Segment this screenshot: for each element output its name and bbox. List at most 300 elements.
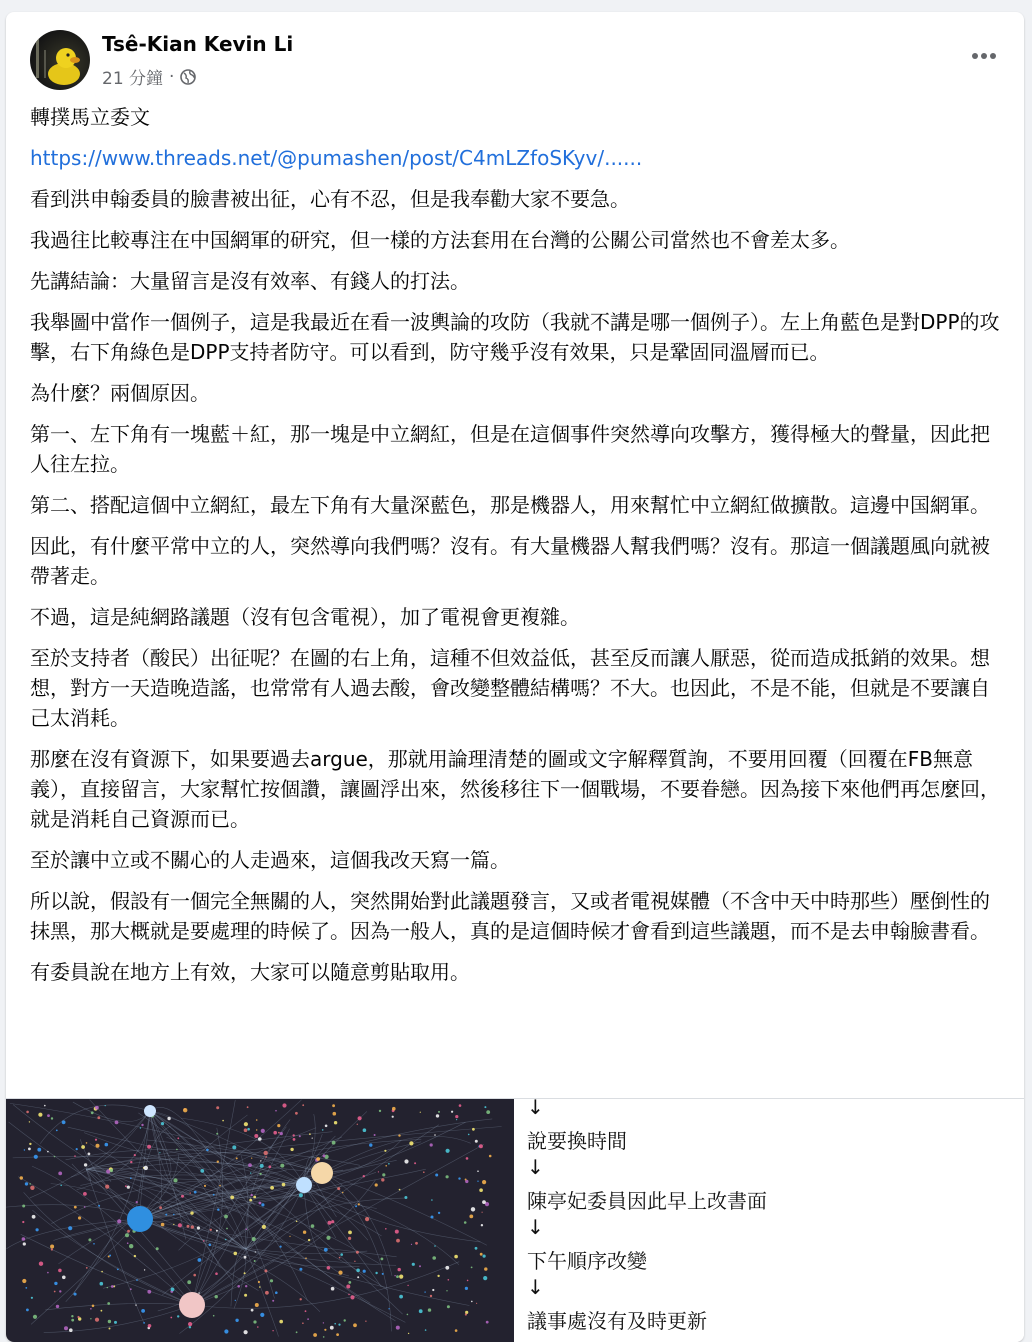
network-node [399, 1189, 401, 1191]
network-node [260, 1164, 264, 1168]
network-node [454, 1255, 458, 1259]
network-node [191, 1225, 194, 1228]
network-node [111, 1285, 114, 1288]
network-node [247, 1128, 250, 1131]
network-node [378, 1171, 379, 1172]
network-node [130, 1161, 132, 1163]
network-node [296, 1221, 298, 1223]
network-node [106, 1169, 110, 1173]
network-node [188, 1322, 192, 1326]
network-node [277, 1124, 280, 1127]
network-node [299, 1193, 303, 1197]
author-avatar[interactable] [30, 30, 90, 90]
network-node [482, 1180, 486, 1184]
network-node [253, 1320, 256, 1323]
network-node [68, 1226, 72, 1230]
network-node [464, 1221, 467, 1224]
network-node [171, 1288, 175, 1292]
network-node [125, 1233, 129, 1237]
network-node [481, 1224, 483, 1226]
network-node [51, 1117, 53, 1119]
network-node [253, 1196, 256, 1199]
network-node [472, 1128, 475, 1131]
network-node [143, 1322, 145, 1324]
network-node [327, 1266, 331, 1270]
down-arrow-icon: ↓ [527, 1215, 544, 1239]
network-node [236, 1157, 238, 1159]
post-card [6, 12, 1024, 1342]
network-node [148, 1324, 152, 1328]
network-node [385, 1228, 387, 1230]
post-paragraph: 那麼在沒有資源下，如果要過去argue，那就用論理清楚的圖或文字解釋質詢，不要用回覆（回覆在FB無意義），直接留言，大家幫忙按個讚，讓圖浮出來，然後移往下一個戰場，不要眷戀。因為接下來他們再怎麼回，就是消耗自己資源而已。 [30, 747, 1000, 831]
network-node [71, 1315, 73, 1317]
network-node [338, 1324, 340, 1326]
network-node [259, 1173, 261, 1175]
network-node [140, 1127, 141, 1128]
network-node [328, 1221, 332, 1225]
network-node [105, 1185, 109, 1189]
network-node [22, 1279, 26, 1283]
network-node [458, 1177, 460, 1179]
network-node [47, 1151, 49, 1153]
network-node [428, 1308, 431, 1311]
post-media [6, 1095, 1024, 1342]
network-node [58, 1269, 62, 1273]
network-node [23, 1242, 26, 1245]
network-node [30, 1186, 34, 1190]
network-node [396, 1326, 400, 1330]
network-node [431, 1216, 434, 1219]
network-node [136, 1201, 138, 1203]
network-node [468, 1134, 470, 1136]
network-node [420, 1112, 421, 1113]
network-node [363, 1128, 367, 1132]
network-node [419, 1309, 423, 1313]
network-node [434, 1245, 436, 1247]
network-node [135, 1304, 136, 1305]
network-node [22, 1205, 25, 1208]
network-node [326, 1236, 330, 1240]
network-node [469, 1215, 473, 1219]
meta-separator: · [169, 66, 175, 87]
network-graph-image[interactable] [6, 1099, 514, 1342]
network-node [29, 1143, 31, 1145]
network-node [324, 1329, 326, 1331]
network-node [114, 1321, 117, 1324]
network-node [479, 1188, 483, 1192]
network-node [264, 1269, 267, 1272]
network-node [265, 1156, 267, 1158]
post-paragraph: 至於支持者（酸民）出征呢？在圖的右上角，這種不但效益低，甚至反而讓人厭惡，從而造成抵銷的效果。想想，對方一天造晚造謠，也常常有人過去酸，會改變整體結構嗎？不大。也因此，不是不能，但就是不要讓自己太消耗。 [30, 646, 990, 730]
network-node [22, 1221, 24, 1223]
network-node [272, 1300, 274, 1302]
network-node [388, 1308, 389, 1309]
network-node [127, 1206, 153, 1232]
network-node [117, 1219, 121, 1223]
timeline-line: 說要換時間 [527, 1129, 627, 1153]
network-node [96, 1144, 100, 1148]
network-node [407, 1314, 409, 1316]
network-node [475, 1247, 478, 1250]
post-paragraph: 先講結論：大量留言是沒有效率、有錢人的打法。 [30, 269, 470, 293]
network-node [105, 1143, 109, 1147]
network-node [348, 1237, 351, 1240]
network-node [165, 1214, 167, 1216]
network-node [425, 1329, 427, 1331]
network-node [398, 1268, 401, 1271]
network-node [215, 1295, 218, 1298]
network-node [332, 1141, 336, 1145]
network-node [58, 1172, 62, 1176]
network-node [331, 1220, 334, 1223]
network-node [144, 1166, 148, 1170]
network-node [432, 1289, 434, 1291]
network-node [484, 1267, 487, 1270]
network-node [74, 1293, 77, 1296]
network-node [230, 1196, 234, 1200]
network-node [264, 1151, 268, 1155]
post-paragraph: 我舉圖中當作一個例子，這是我最近在看一波輿論的攻防（我就不講是哪一個例子）。左上角藍色是對DPP的攻擊，右下角綠色是DPP支持者防守。可以看到，防守幾乎沒有效果，只是鞏固同溫層而已。 [30, 310, 1000, 364]
timeline-line: 陳亭妃委員因此早上改書面 [527, 1189, 767, 1213]
network-node [144, 1105, 156, 1117]
network-node [260, 1160, 261, 1161]
network-graph-drawing [6, 1099, 514, 1342]
post-time[interactable]: 21 分鐘 [102, 69, 164, 89]
network-node [190, 1211, 193, 1214]
network-node [251, 1309, 254, 1312]
network-node [330, 1326, 334, 1330]
network-node [244, 1256, 247, 1259]
network-node [187, 1280, 191, 1284]
network-node [446, 1175, 449, 1178]
network-node [424, 1291, 425, 1292]
network-node [20, 1176, 23, 1179]
network-node [107, 1302, 110, 1305]
network-node [293, 1138, 296, 1141]
network-node [375, 1183, 378, 1186]
network-node [268, 1165, 271, 1168]
network-node [88, 1238, 91, 1241]
network-node [451, 1111, 453, 1113]
network-node [430, 1143, 433, 1146]
network-node [176, 1149, 178, 1151]
network-node [302, 1322, 304, 1324]
network-node [489, 1155, 492, 1158]
post-paragraph: 所以說，假設有一個完全無關的人，突然開始對此議題發言，又或者電視媒體（不含中天中時那些）壓倒性的抹黑，那大概就是要處理的時候了。因為一般人，真的是這個時候才會看到這些議題，而不是去申翰臉書看。 [30, 889, 990, 943]
network-node [446, 1149, 450, 1153]
network-node [300, 1298, 302, 1300]
network-node [24, 1149, 25, 1150]
post-link[interactable]: https://www.threads.net/@pumashen/post/C4mLZfoSKyv/...... [30, 146, 643, 170]
network-node [86, 1267, 88, 1269]
globe-icon[interactable] [180, 69, 196, 85]
network-node [224, 1215, 228, 1219]
network-node [224, 1329, 228, 1333]
network-node [90, 1308, 92, 1310]
network-node [92, 1305, 95, 1308]
network-node [95, 1139, 97, 1141]
author-name[interactable]: Tsê-Kian Kevin Li [102, 32, 294, 56]
network-node [246, 1228, 248, 1230]
network-node [299, 1268, 302, 1271]
network-node [260, 1313, 264, 1317]
post-header [6, 12, 1024, 102]
post-paragraph: 第一、左下角有一塊藍＋紅，那一塊是中立網紅，但是在這個事件突然導向攻擊方，獲得極大的聲量，因此把人往左拉。 [30, 422, 990, 476]
network-node [339, 1257, 341, 1259]
network-node [255, 1303, 259, 1307]
network-node [394, 1275, 395, 1276]
network-node [54, 1282, 57, 1285]
network-node [33, 1315, 37, 1319]
network-node [325, 1125, 328, 1128]
network-node [64, 1326, 68, 1330]
network-node [309, 1133, 311, 1135]
network-node [74, 1206, 77, 1209]
post-paragraph: 第二、搭配這個中立網紅，最左下角有大量深藍色，那是機器人，用來幫忙中立網紅做擴散。這邊中国網軍。 [30, 493, 990, 517]
network-node [436, 1114, 439, 1117]
network-node [216, 1230, 218, 1232]
post-meta [102, 64, 196, 89]
network-node [455, 1115, 458, 1118]
network-node [254, 1134, 258, 1138]
network-node [430, 1295, 432, 1297]
network-node [486, 1321, 489, 1324]
network-node [22, 1237, 26, 1241]
network-node [259, 1202, 262, 1205]
network-node [270, 1186, 274, 1190]
post-paragraph: 轉撲馬立委文 [30, 105, 150, 129]
network-node [215, 1272, 218, 1275]
network-node [244, 1128, 248, 1132]
network-node [334, 1323, 336, 1325]
network-node [127, 1242, 129, 1244]
network-node [31, 1297, 33, 1299]
network-node [275, 1291, 278, 1294]
more-options-icon[interactable] [966, 42, 1002, 70]
network-node [170, 1317, 172, 1319]
network-node [217, 1161, 219, 1163]
network-node [395, 1230, 399, 1234]
network-node [222, 1120, 224, 1122]
network-node [249, 1199, 252, 1202]
network-node [134, 1154, 136, 1156]
network-node [374, 1134, 376, 1136]
network-node [29, 1183, 31, 1185]
network-node [356, 1251, 359, 1254]
post-paragraph: 看到洪申翰委員的臉書被出征，心有不忍，但是我奉勸大家不要急。 [30, 187, 630, 211]
network-node [47, 1272, 49, 1274]
network-node [272, 1330, 273, 1331]
network-node [316, 1157, 320, 1161]
network-node [136, 1279, 138, 1281]
network-node [234, 1252, 238, 1256]
network-node [265, 1291, 269, 1295]
network-node [254, 1260, 256, 1262]
network-node [419, 1265, 421, 1267]
network-node [379, 1110, 381, 1112]
network-node [190, 1192, 191, 1193]
network-node [392, 1116, 394, 1118]
network-node [435, 1174, 438, 1177]
network-node [459, 1104, 462, 1107]
down-arrow-icon: ↓ [527, 1155, 544, 1179]
network-node [296, 1177, 312, 1193]
network-node [36, 1228, 39, 1231]
network-node [448, 1279, 450, 1281]
network-node [144, 1269, 145, 1270]
network-node [177, 1137, 179, 1139]
network-node [129, 1244, 133, 1248]
network-node [407, 1285, 408, 1286]
network-node [303, 1231, 306, 1234]
network-node [198, 1292, 199, 1293]
network-node [86, 1142, 88, 1144]
network-node [216, 1133, 218, 1135]
network-node [278, 1132, 280, 1134]
network-node [337, 1187, 340, 1190]
network-node [312, 1138, 313, 1139]
network-node [348, 1281, 351, 1284]
network-node [189, 1326, 191, 1328]
network-node [338, 1271, 342, 1275]
network-node [83, 1192, 87, 1196]
network-node [237, 1285, 240, 1288]
network-node [159, 1152, 160, 1153]
network-node [84, 1163, 87, 1166]
network-node [259, 1286, 261, 1288]
network-node [332, 1104, 335, 1107]
network-node [348, 1294, 350, 1296]
network-node [141, 1124, 143, 1126]
network-node [91, 1111, 94, 1114]
network-node [187, 1225, 190, 1228]
network-node [455, 1329, 458, 1332]
network-node [479, 1144, 483, 1148]
network-node [244, 1272, 246, 1274]
network-node [54, 1291, 56, 1293]
network-node [32, 1215, 36, 1219]
network-node [88, 1153, 91, 1156]
network-node [289, 1236, 290, 1237]
network-node [305, 1257, 307, 1259]
network-node [204, 1185, 206, 1187]
network-node [39, 1262, 43, 1266]
network-node [261, 1203, 264, 1206]
network-node [256, 1129, 257, 1130]
network-node [250, 1172, 251, 1173]
network-node [93, 1243, 95, 1245]
timeline-line: 議事處沒有及時更新 [527, 1309, 707, 1333]
network-node [256, 1119, 258, 1121]
network-node [358, 1116, 362, 1120]
network-node [466, 1157, 469, 1160]
network-node [177, 1315, 179, 1317]
network-node [161, 1223, 165, 1227]
network-node [183, 1108, 187, 1112]
network-node [456, 1119, 457, 1120]
network-node [130, 1177, 132, 1179]
network-node [411, 1244, 412, 1245]
network-node [252, 1237, 256, 1241]
network-node [295, 1112, 298, 1115]
network-node [107, 1287, 108, 1288]
network-node [333, 1112, 337, 1116]
network-node [302, 1104, 304, 1106]
network-node [482, 1212, 483, 1213]
network-node [305, 1310, 307, 1312]
network-node [382, 1173, 385, 1176]
network-node [258, 1281, 260, 1283]
network-node [197, 1226, 200, 1229]
post-paragraph: 至於讓中立或不關心的人走過來，這個我改天寫一篇。 [30, 848, 510, 872]
network-node [178, 1223, 182, 1227]
network-node [365, 1217, 369, 1221]
network-node [467, 1280, 469, 1282]
network-node [62, 1276, 66, 1280]
network-node [193, 1274, 196, 1277]
network-node [26, 1309, 29, 1312]
network-node [486, 1110, 490, 1114]
network-node [108, 1320, 111, 1323]
network-node [480, 1253, 483, 1256]
network-node [483, 1255, 486, 1258]
network-node [181, 1195, 184, 1198]
network-node [299, 1135, 301, 1137]
timeline-image[interactable] [515, 1095, 1024, 1342]
post-paragraph: 因此，有什麼平常中立的人，突然導向我們嗎？沒有。有大量機器人幫我們嗎？沒有。那這一個議題風向就被帶著走。 [30, 534, 990, 588]
network-node [279, 1320, 283, 1324]
network-node [25, 1182, 28, 1185]
network-node [385, 1165, 387, 1167]
network-node [356, 1269, 360, 1273]
network-node [247, 1106, 249, 1108]
network-node [447, 1305, 450, 1308]
network-node [363, 1270, 366, 1273]
network-node [54, 1156, 56, 1158]
network-node [280, 1246, 282, 1248]
network-node [51, 1248, 53, 1250]
network-node [437, 1275, 439, 1277]
network-node [261, 1129, 265, 1133]
network-node [342, 1192, 344, 1194]
network-node [69, 1328, 73, 1332]
network-node [446, 1290, 447, 1291]
network-node [262, 1225, 266, 1229]
network-node [363, 1175, 365, 1177]
network-node [270, 1279, 273, 1282]
network-node [98, 1205, 100, 1207]
network-node [219, 1185, 221, 1187]
network-node [115, 1121, 119, 1125]
post-paragraph: 我過往比較專注在中国網軍的研究，但一樣的方法套用在台灣的公關公司當然也不會差太多。 [30, 228, 850, 252]
network-node [323, 1154, 326, 1157]
network-node [108, 1256, 110, 1258]
network-node [59, 1290, 61, 1292]
network-node [210, 1229, 212, 1231]
network-node [235, 1319, 238, 1322]
network-node [244, 1294, 247, 1297]
network-node [381, 1258, 384, 1261]
network-node [147, 1145, 151, 1149]
network-node [381, 1178, 384, 1181]
post-paragraph: 不過，這是純網路議題（沒有包含電視），加了電視會更複雜。 [30, 605, 580, 629]
network-node [76, 1148, 78, 1150]
network-node [412, 1263, 415, 1266]
network-node [206, 1149, 209, 1152]
network-node [101, 1310, 103, 1312]
network-node [445, 1266, 449, 1270]
network-node [159, 1206, 162, 1209]
